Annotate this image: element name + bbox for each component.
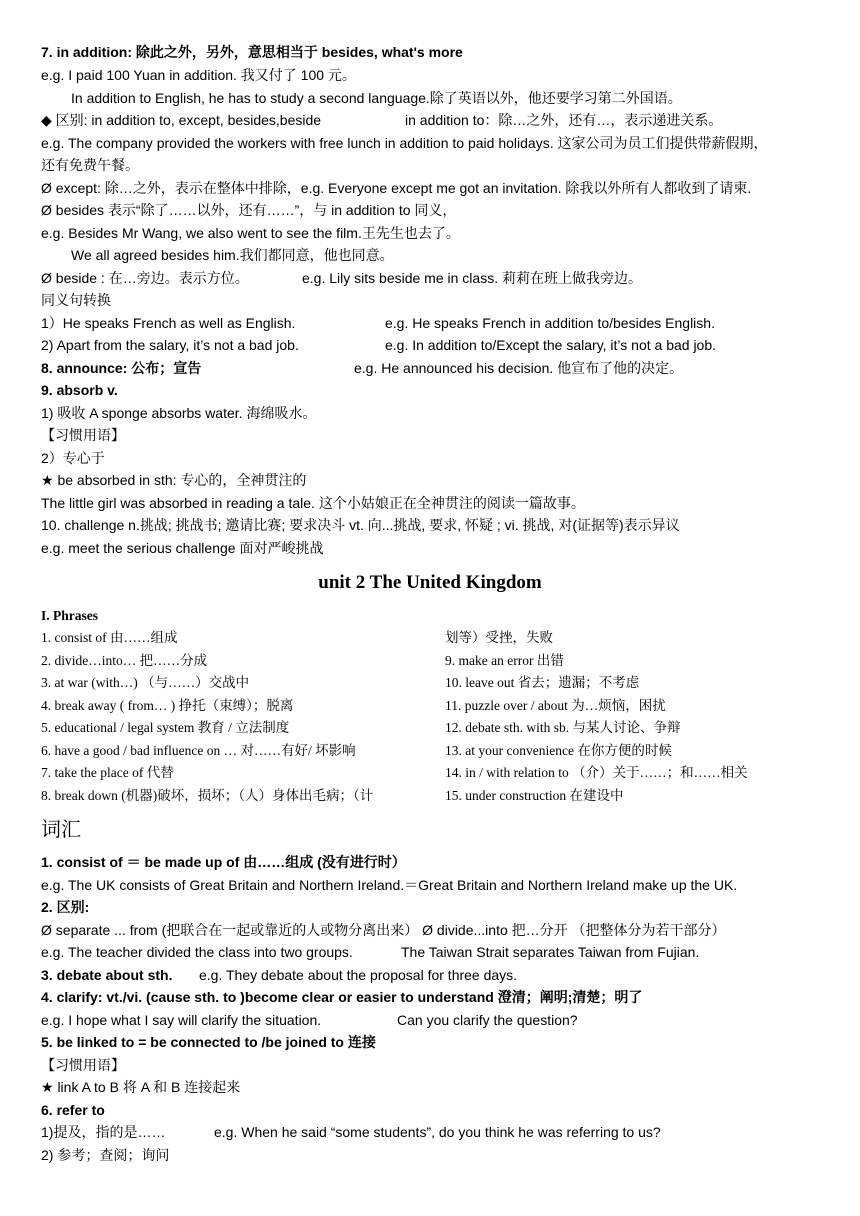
example-line: e.g. The company provided the workers with free lunch in addition to paid holidays. 这家公司为员工们提供带薪假期， xyxy=(41,135,768,151)
phrase-item: 14. in / with relation to （介）关于……；和……相关 xyxy=(445,765,748,780)
phrase-item: 6. have a good / bad influence on … 对……有好/ 坏影响 xyxy=(41,743,356,758)
idiom-heading: 【习惯用语】 xyxy=(41,427,125,443)
entry-clarify-title: 4. clarify: vt./vi. (cause sth. to )become clear or easier to understand 澄清；阐明;清楚；明了 xyxy=(41,989,643,1005)
refer-example: e.g. When he said “some students”, do you think he was referring to us? xyxy=(214,1124,661,1140)
clarify-example-1: e.g. I hope what I say will clarify the situation. xyxy=(41,1012,322,1028)
distinction-line xyxy=(41,110,723,130)
example-line: e.g. Besides Mr Wang, we also went to see the film.王先生也去了。 xyxy=(41,225,460,241)
distinction-line: Ø separate ... from (把联合在一起或靠近的人或物分离出来） Ø divide...into 把…分开 （把整体分为若干部分） xyxy=(41,922,726,938)
debate-line xyxy=(41,965,518,985)
debate-example: e.g. They debate about the proposal for three days. xyxy=(199,967,518,983)
except-line: Ø except: 除…之外，表示在整体中排除，e.g. Everyone except me got an invitation. 除我以外所有人都收到了请柬. xyxy=(41,180,752,196)
definition-line: 1) 吸收 A sponge absorbs water. 海绵吸水。 xyxy=(41,405,317,421)
idiom-line: ★ link A to B 将 A 和 B 连接起来 xyxy=(41,1079,241,1095)
clarify-example-2: Can you clarify the question? xyxy=(397,1012,578,1028)
definition-line xyxy=(41,1122,661,1142)
phrase-item: 划等）受挫，失败 xyxy=(445,630,553,645)
vocab-heading: 词汇 xyxy=(41,817,81,841)
phrase-item: 1. consist of 由……组成 xyxy=(41,630,178,645)
phrase-item: 10. leave out 省去；遗漏；不考虑 xyxy=(445,675,640,690)
phrase-item: 12. debate sth. with sb. 与某人讨论、争辩 xyxy=(445,720,681,735)
entry-debate-title: 3. debate about sth. xyxy=(41,967,173,983)
phrase-item: 11. puzzle over / about 为…烦恼，困扰 xyxy=(445,698,666,713)
synonym-original: 1）He speaks French as well as English. xyxy=(41,315,296,331)
example-line: e.g. meet the serious challenge 面对严峻挑战 xyxy=(41,540,324,556)
example-line xyxy=(41,942,700,962)
entry-announce-title: 8. announce: 公布；宣告 xyxy=(41,360,202,376)
example-line: We all agreed besides him.我们都同意，他也同意。 xyxy=(71,247,394,263)
entry-challenge-line: 10. challenge n.挑战; 挑战书; 邀请比赛; 要求决斗 vt. 向...挑战, 要求, 怀疑 ; vi. 挑战, 对(证据等)表示异议 xyxy=(41,517,680,533)
phrase-item: 9. make an error 出错 xyxy=(445,653,564,668)
definition-line: 2）专心于 xyxy=(41,450,105,466)
entry-linked-title: 5. be linked to = be connected to /be joined to 连接 xyxy=(41,1034,376,1050)
phrase-item: 2. divide…into… 把……分成 xyxy=(41,653,208,668)
refer-definition: 1)提及，指的是…… xyxy=(41,1124,166,1140)
example-separate: The Taiwan Strait separates Taiwan from Fujian. xyxy=(401,944,700,960)
beside-line xyxy=(41,268,642,288)
example-line: e.g. I paid 100 Yuan in addition. 我又付了 100 元。 xyxy=(41,67,356,83)
example-line-cont: 还有免费午餐。 xyxy=(41,157,139,173)
synonym-rewrite: e.g. In addition to/Except the salary, it’s not a bad job. xyxy=(385,337,717,353)
entry-in-addition-title: 7. in addition: 除此之外，另外，意思相当于 besides, what's more xyxy=(41,44,463,60)
example-line: e.g. The UK consists of Great Britain and Northern Ireland.＝Great Britain and Northern Ireland make up the UK. xyxy=(41,877,738,893)
besides-line: Ø besides 表示“除了……以外，还有……”，与 in addition to 同义， xyxy=(41,202,457,218)
synonym-rewrite: e.g. He speaks French in addition to/besides English. xyxy=(385,315,715,331)
example-divide: e.g. The teacher divided the class into two groups. xyxy=(41,944,353,960)
entry-consist-title: 1. consist of ＝ be made up of 由……组成 (没有进行时） xyxy=(41,854,406,870)
example-line: In addition to English, he has to study a second language.除了英语以外，他还要学习第二外国语。 xyxy=(71,90,682,106)
phrase-item: 5. educational / legal system 教育 / 立法制度 xyxy=(41,720,290,735)
phrase-item: 3. at war (with…) （与……）交战中 xyxy=(41,675,250,690)
phrase-item: 13. at your convenience 在你方便的时候 xyxy=(445,743,672,758)
beside-example: e.g. Lily sits beside me in class. 莉莉在班上做我旁边。 xyxy=(302,270,642,286)
distinction-label: ◆ 区别: in addition to, except, besides,beside xyxy=(41,112,322,128)
example-line xyxy=(41,1010,578,1030)
phrase-item: 8. break down (机器)破坏，损坏；（人）身体出毛病；（计 xyxy=(41,788,374,803)
phrases-heading: I. Phrases xyxy=(41,608,98,623)
announce-line xyxy=(41,358,684,378)
synonym-line xyxy=(41,313,715,333)
idiom-heading: 【习惯用语】 xyxy=(41,1057,125,1073)
phrase-item: 4. break away ( from… ) 挣托（束缚）；脱离 xyxy=(41,698,294,713)
synonym-line xyxy=(41,335,717,355)
example-line: The little girl was absorbed in reading a tale. 这个小姑娘正在全神贯注的阅读一篇故事。 xyxy=(41,495,585,511)
unit-title: unit 2 The United Kingdom xyxy=(318,572,542,593)
entry-absorb-title: 9. absorb v. xyxy=(41,382,118,398)
synonym-original: 2) Apart from the salary, it’s not a bad job. xyxy=(41,337,299,353)
synonym-heading: 同义句转换 xyxy=(41,292,111,308)
announce-example: e.g. He announced his decision. 他宣布了他的决定。 xyxy=(354,360,684,376)
idiom-line: ★ be absorbed in sth: 专心的，全神贯注的 xyxy=(41,472,307,488)
distinction-note: in addition to：除…之外，还有…，表示递进关系。 xyxy=(405,112,723,128)
entry-refer-title: 6. refer to xyxy=(41,1102,105,1118)
definition-line: 2) 参考；查阅；询问 xyxy=(41,1147,170,1163)
phrase-item: 7. take the place of 代替 xyxy=(41,765,174,780)
phrase-item: 15. under construction 在建设中 xyxy=(445,788,624,803)
entry-distinction-title: 2. 区别: xyxy=(41,899,90,915)
beside-definition: Ø beside : 在…旁边。表示方位。 xyxy=(41,270,249,286)
